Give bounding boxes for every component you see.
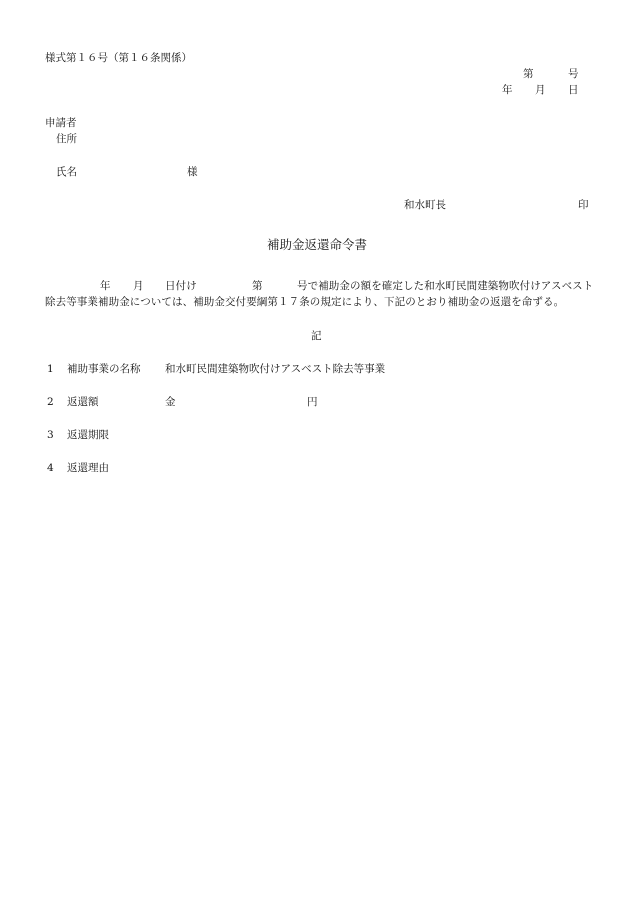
item-2-label: 返還額 [67, 396, 99, 408]
date-year: 年 [502, 84, 513, 96]
item-2-prefix: 金 [165, 396, 176, 408]
item-2-suffix: 円 [307, 396, 318, 408]
item-1-value: 和水町民間建築物吹付けアスベスト除去等事業 [165, 363, 386, 375]
body-text-line2: 除去等事業補助金については、補助金交付要綱第１７条の規定により、下記のとおり補助金の返還を命ずる。 [45, 296, 565, 308]
date-day: 日 [568, 84, 579, 96]
document-title: 補助金返還命令書 [267, 237, 368, 252]
address-label: 住所 [56, 133, 77, 145]
item-4-number: 4 [47, 462, 54, 474]
ki-heading: 記 [311, 330, 322, 342]
number-go: 号 [568, 68, 579, 80]
number-dai: 第 [523, 68, 534, 80]
issuer-title: 和水町長 [404, 199, 446, 211]
body-year: 年 [100, 280, 111, 292]
body-text-line1: 号で補助金の額を確定した和水町民間建築物吹付けアスベスト [297, 280, 594, 292]
item-1-label: 補助事業の名称 [67, 363, 141, 375]
item-4-label: 返還理由 [67, 462, 109, 474]
applicant-label: 申請者 [45, 117, 77, 129]
form-number: 様式第１６号（第１６条関係） [45, 52, 192, 64]
body-dai: 第 [252, 280, 263, 292]
honorific: 様 [187, 166, 198, 178]
item-2-number: 2 [47, 396, 54, 408]
item-3-label: 返還期限 [67, 429, 109, 441]
body-month: 月 [133, 280, 144, 292]
seal-mark: 印 [578, 199, 589, 211]
item-3-number: 3 [47, 429, 54, 441]
name-label: 氏名 [56, 166, 77, 178]
item-1-number: 1 [47, 363, 54, 375]
date-month: 月 [535, 84, 546, 96]
body-day-dated: 日付け [165, 280, 197, 292]
